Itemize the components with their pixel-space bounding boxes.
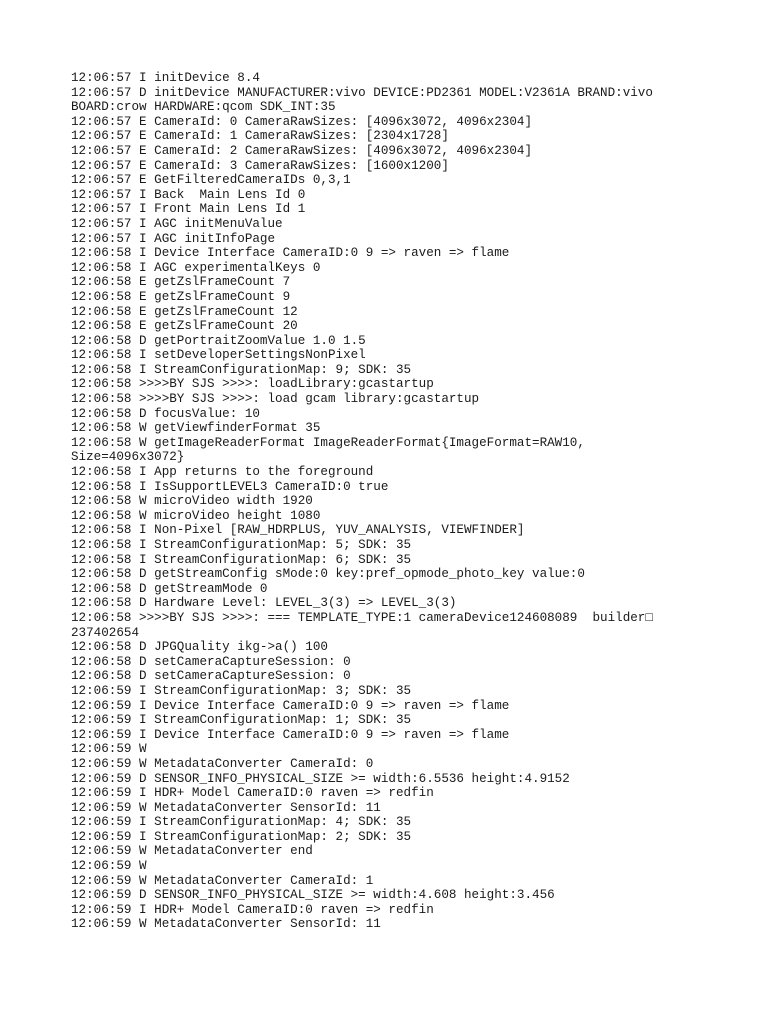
log-line: 12:06:59 W MetadataConverter CameraId: 1 <box>71 873 374 888</box>
log-line: 12:06:59 I HDR+ Model CameraID:0 raven => redfin <box>71 902 434 917</box>
log-output <box>71 71 671 932</box>
log-line: 12:06:58 I App returns to the foreground <box>71 465 374 480</box>
log-line: 12:06:57 I Front Main Lens Id 1 <box>71 202 306 217</box>
log-line: 12:06:58 I AGC experimentalKeys 0 <box>71 260 321 275</box>
log-line: 12:06:58 D getPortraitZoomValue 1.0 1.5 <box>71 333 366 348</box>
log-line: 12:06:58 I Device Interface CameraID:0 9 => raven => flame <box>71 246 510 261</box>
log-line: 12:06:59 W MetadataConverter CameraId: 0 <box>71 756 374 771</box>
log-line: 12:06:57 I AGC initMenuValue <box>71 216 283 231</box>
log-line: 12:06:59 W MetadataConverter SensorId: 11 <box>71 917 381 932</box>
log-line: 12:06:58 D Hardware Level: LEVEL_3(3) => LEVEL_3(3) <box>71 596 457 611</box>
log-line: 12:06:58 >>>>BY SJS >>>>: load gcam library:gcastartup <box>71 392 480 407</box>
log-line: 12:06:59 W <box>71 742 147 757</box>
log-line: 12:06:57 I AGC initInfoPage <box>71 231 276 246</box>
log-line: 12:06:59 I StreamConfigurationMap: 2; SDK: 35 <box>71 829 412 844</box>
log-line: 12:06:59 D SENSOR_INFO_PHYSICAL_SIZE >= width:4.608 height:3.456 <box>71 888 555 903</box>
log-line: 12:06:58 D setCameraCaptureSession: 0 <box>71 654 351 669</box>
log-line: 12:06:58 I setDeveloperSettingsNonPixel <box>71 348 366 363</box>
log-line: 12:06:58 I StreamConfigurationMap: 9; SDK: 35 <box>71 362 412 377</box>
log-line: 12:06:58 >>>>BY SJS >>>>: loadLibrary:gcastartup <box>71 377 434 392</box>
log-line: 237402654 <box>71 625 140 640</box>
log-line: 12:06:58 D getStreamConfig sMode:0 key:pref_opmode_photo_key value:0 <box>71 567 585 582</box>
log-line: 12:06:58 E getZslFrameCount 9 <box>71 289 291 304</box>
log-line: 12:06:58 D getStreamMode 0 <box>71 581 268 596</box>
log-line: 12:06:59 W <box>71 859 147 874</box>
log-line: 12:06:57 D initDevice MANUFACTURER:vivo DEVICE:PD2361 MODEL:V2361A BRAND:vivo <box>71 85 653 100</box>
log-line: 12:06:57 E CameraId: 2 CameraRawSizes: [4096x3072, 4096x2304] <box>71 143 533 158</box>
log-line: 12:06:59 I StreamConfigurationMap: 3; SDK: 35 <box>71 683 412 698</box>
log-line: 12:06:58 W getImageReaderFormat ImageReaderFormat{ImageFormat=RAW10, <box>71 435 585 450</box>
log-line: 12:06:58 I StreamConfigurationMap: 5; SDK: 35 <box>71 538 412 552</box>
log-line: 12:06:57 E CameraId: 0 CameraRawSizes: [4096x3072, 4096x2304] <box>71 114 533 129</box>
log-line: 12:06:59 W MetadataConverter end <box>71 844 313 859</box>
log-line: 12:06:58 D JPGQuality ikg->a() 100 <box>71 640 328 655</box>
log-line: 12:06:59 I StreamConfigurationMap: 4; SDK: 35 <box>71 815 412 830</box>
log-line: 12:06:57 E CameraId: 1 CameraRawSizes: [2304x1728] <box>71 129 449 144</box>
log-line: 12:06:58 W microVideo width 1920 <box>71 494 313 509</box>
log-line: 12:06:58 D focusValue: 10 <box>71 406 260 421</box>
log-line: BOARD:crow HARDWARE:qcom SDK_INT:35 <box>71 100 336 115</box>
log-line: 12:06:58 I StreamConfigurationMap: 6; SDK: 35 <box>71 552 412 567</box>
log-line: 12:06:57 E CameraId: 3 CameraRawSizes: [1600x1200] <box>71 158 449 173</box>
log-line: 12:06:59 I Device Interface CameraID:0 9 => raven => flame <box>71 727 510 742</box>
log-line: 12:06:59 D SENSOR_INFO_PHYSICAL_SIZE >= width:6.5536 height:4.9152 <box>71 771 570 786</box>
log-line: 12:06:58 E getZslFrameCount 12 <box>71 304 298 319</box>
log-line: 12:06:59 I Device Interface CameraID:0 9 => raven => flame <box>71 698 510 713</box>
log-line: 12:06:58 E getZslFrameCount 7 <box>71 275 291 290</box>
log-line: 12:06:59 I StreamConfigurationMap: 1; SDK: 35 <box>71 713 412 728</box>
log-line: 12:06:59 W MetadataConverter SensorId: 11 <box>71 800 381 815</box>
log-line: 12:06:58 I Non-Pixel [RAW_HDRPLUS, YUV_ANALYSIS, VIEWFINDER] <box>71 523 525 538</box>
log-line: 12:06:58 E getZslFrameCount 20 <box>71 319 298 334</box>
log-line: 12:06:58 D setCameraCaptureSession: 0 <box>71 669 351 684</box>
log-line: 12:06:58 W getViewfinderFormat 35 <box>71 421 321 436</box>
log-line: Size=4096x3072} <box>71 450 185 465</box>
log-line: 12:06:57 I Back Main Lens Id 0 <box>71 187 306 202</box>
log-line: 12:06:58 W microVideo height 1080 <box>71 508 321 523</box>
log-line: 12:06:59 I HDR+ Model CameraID:0 raven => redfin <box>71 786 434 801</box>
log-line: 12:06:57 E GetFilteredCameraIDs 0,3,1 <box>71 173 351 188</box>
log-line: 12:06:58 >>>>BY SJS >>>>: === TEMPLATE_TYPE:1 cameraDevice124608089 builder□ <box>71 610 653 625</box>
log-line: 12:06:58 I IsSupportLEVEL3 CameraID:0 true <box>71 479 389 494</box>
log-line: 12:06:57 I initDevice 8.4 <box>71 71 260 85</box>
